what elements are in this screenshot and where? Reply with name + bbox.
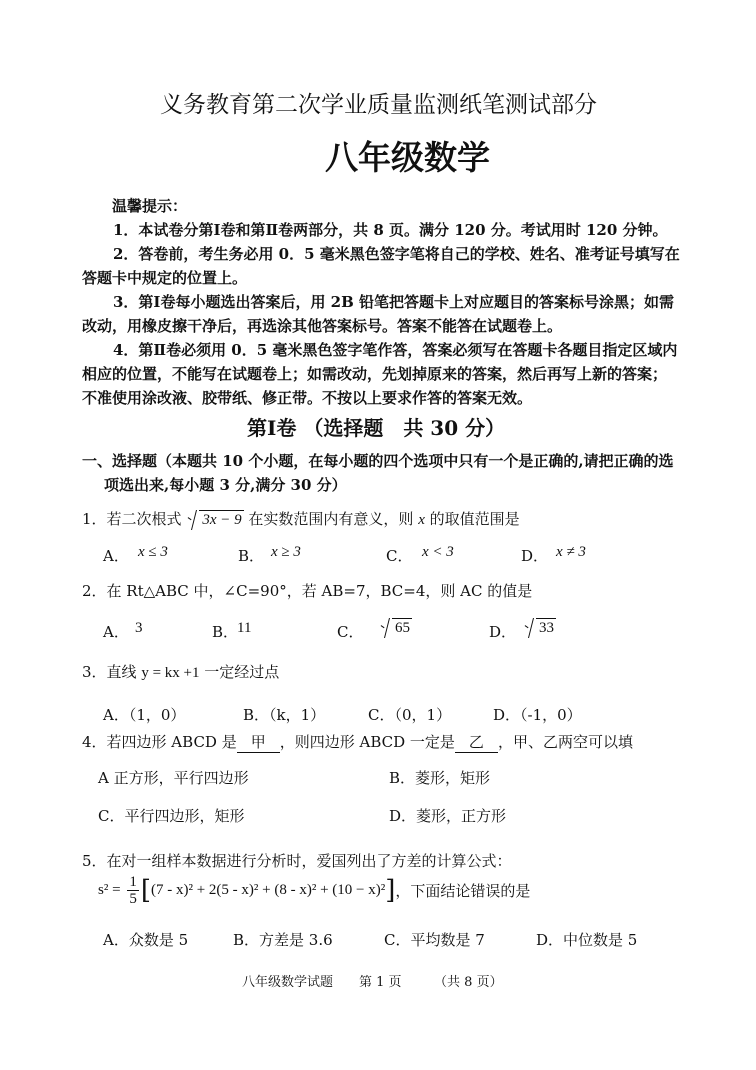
variance-formula (98, 874, 530, 907)
option-value: x ≤ 3 (138, 544, 168, 560)
option-label: A． (103, 623, 129, 641)
sqrt-expression (523, 618, 556, 637)
question-4 (82, 731, 633, 753)
option-value: x ≥ 3 (271, 544, 301, 560)
option: B．方差是 3.6 (233, 931, 333, 949)
option: A．众数是 5 (103, 931, 189, 949)
notice-line: 4．第Ⅱ卷必须用 0．5 毫米黑色签字笔作答，答案必须写在答题卡各题目指定区域内 (113, 341, 678, 359)
option: B．（k，1） (243, 706, 326, 724)
q3-suffix: 一定经过点 (204, 663, 280, 681)
q3-prefix: 3．直线 (82, 663, 137, 681)
option: D．（-1，0） (493, 706, 582, 724)
blank: 甲 (237, 731, 280, 753)
section-intro: 一、选择题（本题共 10 个小题，在每小题的四个选项中只有一个是正确的,请把正确的选 (82, 452, 674, 470)
notice-heading: 温馨提示： (112, 197, 188, 215)
option: D．中位数是 5 (536, 931, 638, 949)
notice-line: 答题卡中规定的位置上。 (82, 269, 248, 287)
question-2: 2．在 Rt△ABC 中，∠C=90°，若 AB=7，BC=4，则 AC 的值是 (82, 582, 533, 600)
notice-line: 3．第Ⅰ卷每小题选出答案后，用 2B 铅笔把答题卡上对应题目的答案标号涂黑；如需 (113, 293, 675, 311)
right-bracket: ] (385, 875, 396, 906)
option-label: D． (489, 623, 517, 641)
option: B．菱形，矩形 (389, 769, 491, 787)
option-label: D． (521, 547, 549, 565)
sqrt-radicand: 33 (536, 618, 556, 637)
q1-radicand: 3x − 9 (199, 510, 243, 529)
option: C．平行四边形，矩形 (98, 807, 245, 825)
notice-line: 1．本试卷分第Ⅰ卷和第Ⅱ卷两部分，共 8 页。满分 120 分。考试用时 120 分钟。 (113, 221, 668, 239)
section-intro: 项选出来,每小题 3 分,满分 30 分） (104, 476, 347, 494)
exam-subtitle: 义务教育第二次学业质量监测纸笔测试部分 (160, 92, 597, 118)
notice-line: 2．答卷前，考生务必用 0．5 毫米黑色签字笔将自己的学校、姓名、准考证号填写在 (113, 245, 680, 263)
option-label: B． (212, 623, 239, 641)
notice-line: 改动，用橡皮擦干净后，再选涂其他答案标号。答案不能答在试题卷上。 (82, 317, 563, 335)
exam-title: 八年级数学 (325, 138, 490, 177)
q4-stem: ，则四边形 ABCD 一定是 (279, 733, 455, 751)
notice-line: 相应的位置，不能写在试题卷上；如需改动，先划掉原来的答案，然后再写上新的答案； (82, 365, 668, 383)
blank: 乙 (455, 731, 498, 753)
section-title: 第Ⅰ卷 （选择题 共 30 分） (247, 416, 506, 440)
option-value: 11 (237, 620, 252, 636)
q4-stem: 4．若四边形 ABCD 是 (82, 733, 237, 751)
q1-suffix: 在实数范围内有意义，则 (248, 510, 414, 528)
fraction-denominator: 5 (129, 891, 137, 907)
formula-suffix: ，下面结论错误的是 (395, 882, 531, 900)
fraction-numerator: 1 (129, 874, 137, 890)
formula-fraction (127, 874, 139, 907)
formula-body: (7 - x)² + 2(5 - x)² + (8 - x)² + (10 − x)² (150, 882, 386, 898)
left-bracket: [ (140, 875, 151, 906)
option-value: x ≠ 3 (556, 544, 586, 560)
option: C．平均数是 7 (384, 931, 485, 949)
option: A．（1，0） (103, 706, 186, 724)
q4-stem: ，甲、乙两空可以填 (497, 733, 633, 751)
option-label: A． (103, 547, 129, 565)
option-value: x < 3 (422, 544, 454, 560)
sqrt-expression (379, 618, 412, 637)
sqrt-radicand: 65 (392, 618, 412, 637)
option-value: 3 (135, 620, 143, 636)
page-footer: 八年级数学试题 第 1 页 （共 8 页） (242, 975, 503, 990)
option: C．（0，1） (368, 706, 452, 724)
question-3 (82, 661, 279, 682)
q1-var: x (418, 512, 425, 528)
q3-equation: y = kx +1 (141, 665, 200, 681)
q1-prefix: 1．若二次根式 (82, 510, 182, 528)
option: D．菱形，正方形 (389, 807, 507, 825)
q1-suffix: 的取值范围是 (429, 510, 520, 528)
question-1 (82, 508, 520, 529)
question-5: 5．在对一组样本数据进行分析时，爱国列出了方差的计算公式： (82, 852, 512, 870)
sqrt-expression (186, 510, 243, 529)
option-label: C． (386, 547, 413, 565)
option-label: B． (238, 547, 265, 565)
option: A 正方形，平行四边形 (98, 769, 249, 787)
formula-lhs: s² = (98, 882, 121, 898)
option-label: C． (337, 623, 364, 641)
notice-line: 不准使用涂改液、胶带纸、修正带。不按以上要求作答的答案无效。 (82, 389, 533, 407)
